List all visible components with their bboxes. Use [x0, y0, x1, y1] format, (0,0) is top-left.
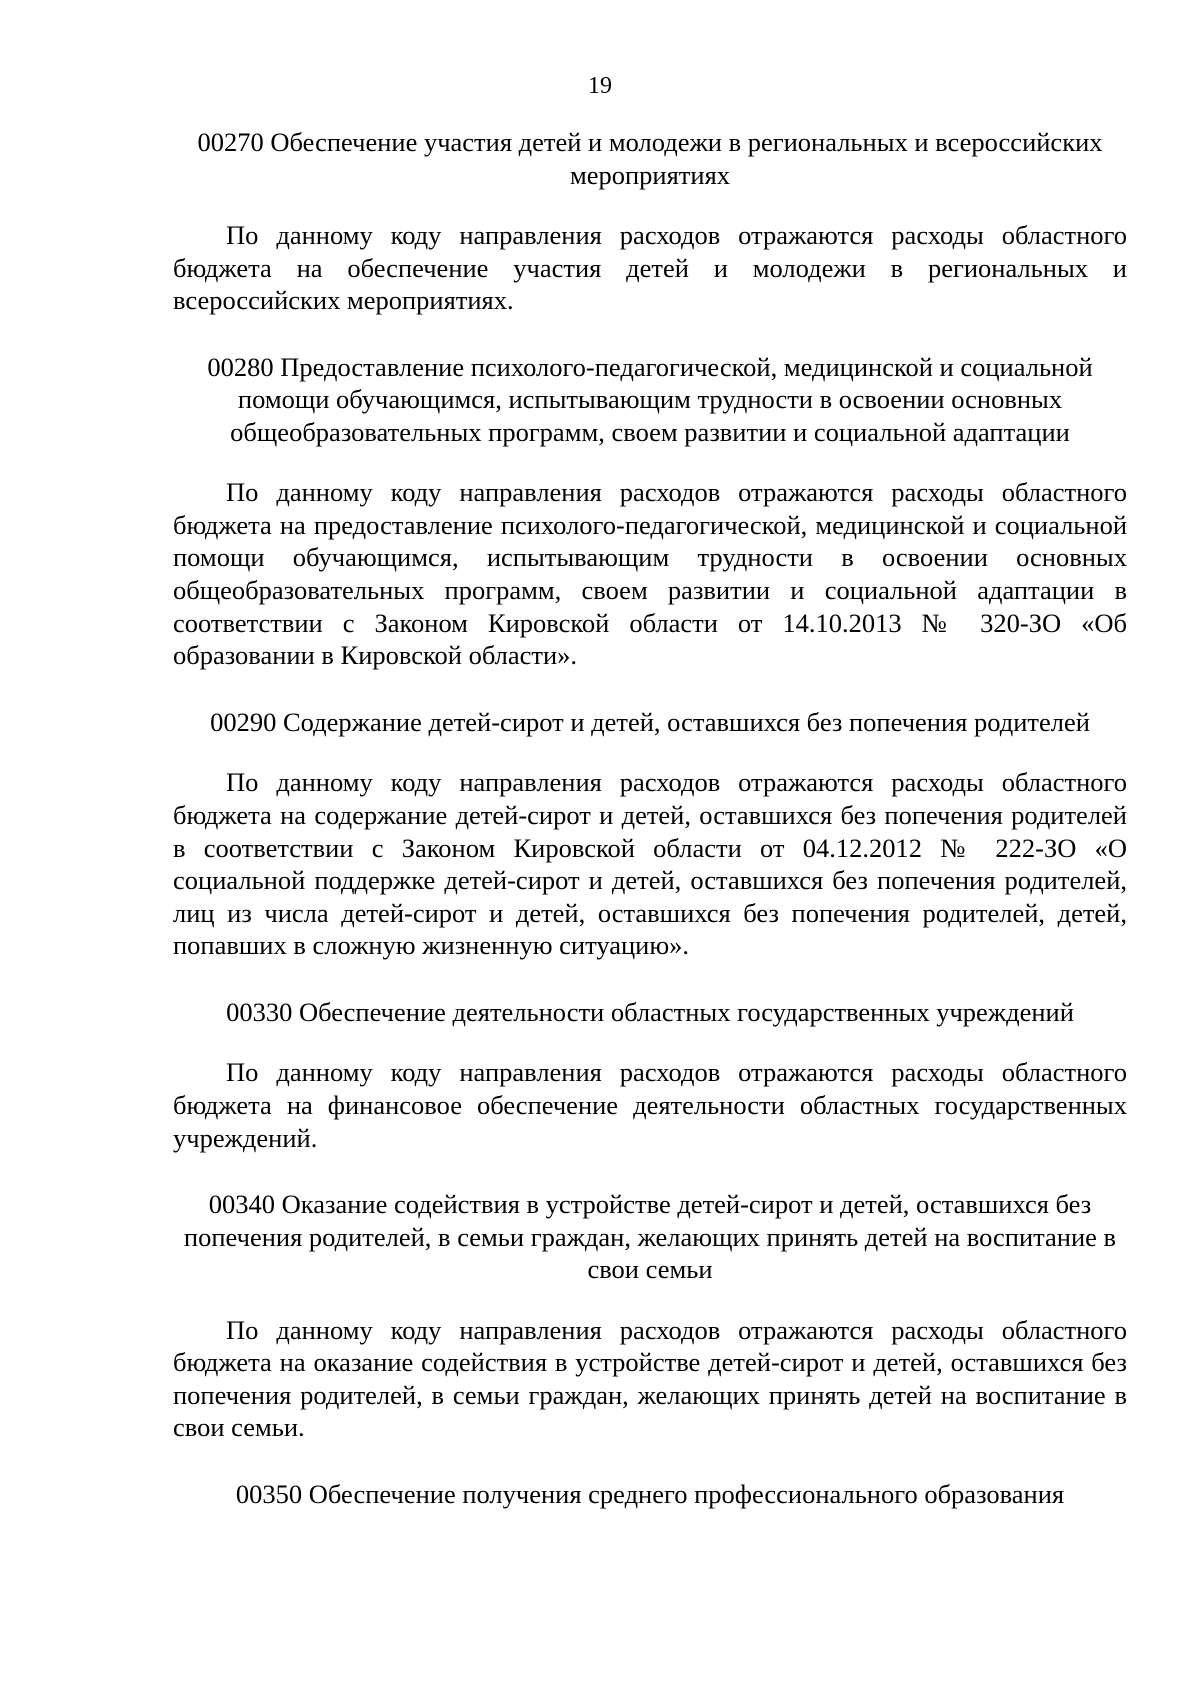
page-number: 19: [588, 73, 612, 99]
section-paragraph: По данному коду направления расходов отражаются расходы областного бюджета на оказание содействия в устройстве детей-сирот и детей, оставшихся без попечения родителей, в семьи граждан, желающих принять детей на воспитание в свои семьи.: [173, 1314, 1127, 1443]
section-00340: [173, 1188, 1127, 1478]
section-paragraph: По данному коду направления расходов отражаются расходы областного бюджета на предоставление психолого-педагогической, медицинской и социальной помощи обучающимся, испытывающим трудности в освоении основных общеобразовательных программ, своем развитии и социальной адаптации в соответствии с Законом Кировской области от 14.10.2013 № 320-ЗО «Об образовании в Кировской области».: [173, 477, 1127, 671]
document-body: [173, 126, 1127, 1511]
section-00330: [173, 996, 1127, 1188]
section-heading: 00280 Предоставление психолого-педагогической, медицинской и социальной помощи обучающимся, испытывающим трудности в освоении основных общеобразовательных программ, своем развитии и социальной адаптации: [207, 351, 1093, 447]
section-heading: 00350 Обеспечение получения среднего профессионального образования: [235, 1479, 1065, 1510]
section-heading: 00330 Обеспечение деятельности областных государственных учреждений: [226, 996, 1074, 1027]
section-00270: [173, 126, 1127, 351]
section-00280: [173, 351, 1127, 706]
section-heading: 00340 Оказание содействия в устройстве детей-сирот и детей, оставшихся без попечения родителей, в семьи граждан, желающих принять детей на воспитание в свои семьи: [183, 1189, 1117, 1285]
section-paragraph: По данному коду направления расходов отражаются расходы областного бюджета на содержание детей-сирот и детей, оставшихся без попечения родителей в соответствии с Законом Кировской области от 04.12.2012 № 222-ЗО «О социальной поддержке детей-сирот и детей, оставшихся без попечения родителей, лиц из числа детей-сирот и детей, оставшихся без попечения родителей, детей, попавших в сложную жизненную ситуацию».: [173, 767, 1127, 961]
section-00290: [173, 706, 1127, 996]
section-heading: 00290 Содержание детей-сирот и детей, оставшихся без попечения родителей: [210, 706, 1090, 737]
section-heading: 00270 Обеспечение участия детей и молодежи в региональных и всероссийских мероприятиях: [197, 127, 1103, 190]
section-paragraph: По данному коду направления расходов отражаются расходы областного бюджета на финансовое обеспечение деятельности областных государственных учреждений.: [173, 1057, 1127, 1153]
section-00350: [173, 1478, 1127, 1511]
section-paragraph: По данному коду направления расходов отражаются расходы областного бюджета на обеспечение участия детей и молодежи в региональных и всероссийских мероприятиях.: [173, 220, 1127, 316]
